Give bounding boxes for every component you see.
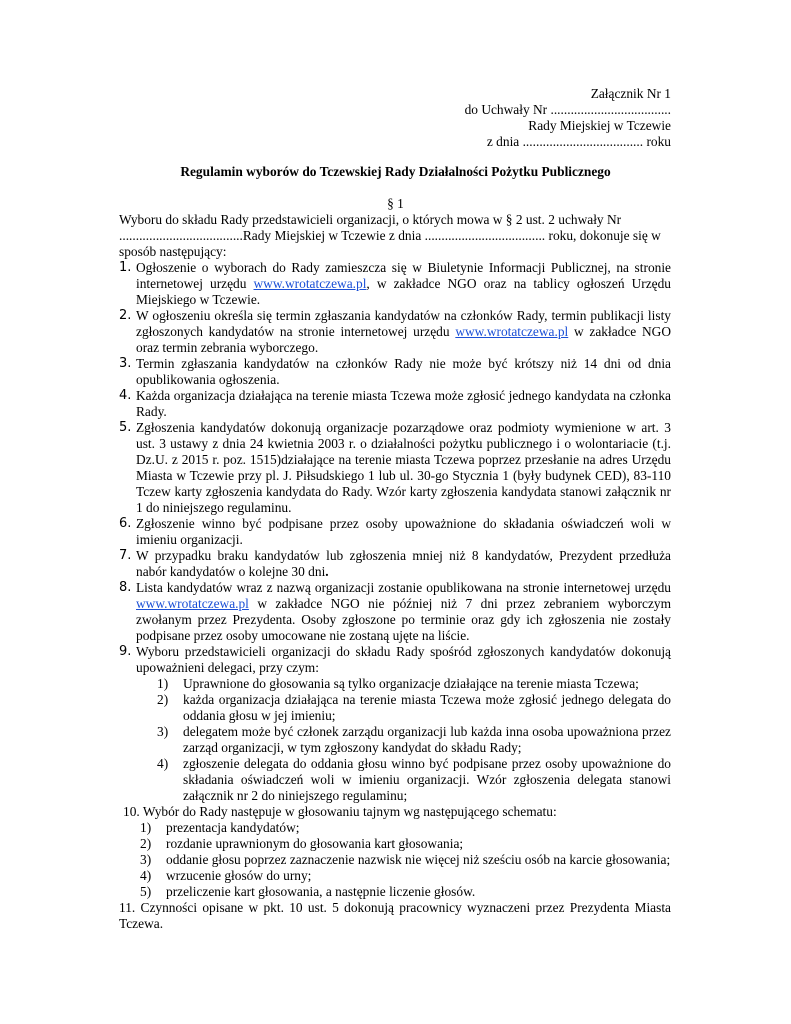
- sublist-item: [157, 756, 671, 804]
- resolution-number: do Uchwały Nr ....................................: [464, 102, 671, 117]
- closing-paragraph: 11. Czynności opisane w pkt. 10 ust. 5 dokonują pracownicy wyznaczeni przez Prezydenta Miasta Tczewa.: [119, 900, 671, 931]
- list-item: [119, 580, 671, 644]
- item-number: 6.: [119, 516, 132, 531]
- website-link[interactable]: www.wrotatczewa.pl: [455, 324, 569, 339]
- subitem-text: każda organizacja działająca na terenie miasta Tczewa może zgłosić jednego delegata do oddania głosu w jej imieniu;: [183, 692, 671, 723]
- item-number: 10.: [123, 804, 140, 819]
- list-item: [119, 260, 671, 308]
- item-text: Zgłoszenie winno być podpisane przez osoby upoważnione do składania oświadczeń woli w imieniu organizacji.: [136, 516, 671, 547]
- item-text: w zakładce NGO oraz termin zebrania wyborczego.: [136, 324, 671, 355]
- list-item: [119, 356, 671, 388]
- list-item: [119, 388, 671, 420]
- item-number: 3.: [119, 356, 132, 371]
- intro-line: sposób następujący:: [119, 244, 227, 259]
- sublist-item: [140, 820, 671, 836]
- item-number: 5.: [119, 420, 132, 435]
- item-text: , w zakładce NGO oraz na tablicy ogłoszeń Urzędu Miejskiego w Tczewie.: [136, 276, 671, 307]
- sublist-item: [157, 724, 671, 756]
- intro-line: .....................................Rady Miejskiej w Tczewie z dnia .................................... roku, dokonuje się w: [119, 228, 661, 243]
- list-item: [119, 308, 671, 356]
- website-link[interactable]: www.wrotatczewa.pl: [253, 276, 367, 291]
- rules-list: [119, 260, 671, 804]
- list-item: [119, 420, 671, 516]
- item-text: Wybór do Rady następuje w głosowaniu tajnym wg następującego schematu:: [142, 804, 557, 819]
- item-number: 1.: [119, 260, 132, 275]
- subitem-text: prezentacja kandydatów;: [166, 820, 300, 835]
- resolution-date: z dnia .................................... roku: [486, 134, 671, 149]
- subitem-text: rozdanie uprawnionym do głosowania kart głosowania;: [166, 836, 464, 851]
- delegates-sublist: [136, 676, 671, 804]
- council-name: Rady Miejskiej w Tczewie: [528, 118, 671, 133]
- sublist-item: [140, 884, 671, 900]
- item-number: 2.: [119, 308, 132, 323]
- voting-section: [119, 804, 671, 900]
- subitem-text: Uprawnione do głosowania są tylko organizacje działające na terenie miasta Tczewa;: [183, 676, 639, 691]
- subitem-number: 5): [140, 884, 152, 899]
- voting-sublist: [123, 820, 671, 900]
- subitem-text: delegatem może być członek zarządu organizacji lub każda inna osoba upoważniona przez zarząd organizacji, w tym zgłoszony kandydat do składu Rady;: [183, 724, 671, 755]
- intro-paragraph: [119, 212, 671, 260]
- subitem-number: 2): [157, 692, 169, 707]
- subitem-number: 1): [140, 820, 152, 835]
- bold-period: .: [325, 564, 329, 579]
- subitem-text: wrzucenie głosów do urny;: [166, 868, 312, 883]
- attachment-header: [465, 86, 671, 150]
- sublist-item: [140, 836, 671, 852]
- item-number: 7.: [119, 548, 132, 563]
- subitem-text: oddanie głosu poprzez zaznaczenie nazwisk nie więcej niż sześciu osób na karcie głosowania;: [166, 852, 671, 867]
- document-body: [119, 212, 671, 932]
- item-number: 9.: [119, 644, 132, 659]
- subitem-number: 1): [157, 676, 169, 691]
- subitem-text: przeliczenie kart głosowania, a następnie liczenie głosów.: [166, 884, 476, 899]
- subitem-number: 3): [157, 724, 169, 739]
- website-link[interactable]: www.wrotatczewa.pl: [136, 596, 249, 611]
- item-text: w zakładce NGO nie później niż 7 dni przez zebraniem wyborczym zwołanym przez Prezydenta. Osoby zgłoszone po terminie oraz gdy ich zgłoszenia nie zostały podpisane przez osoby umocowane nie zostaną ujęte na liście.: [136, 596, 671, 643]
- subitem-number: 4): [157, 756, 169, 771]
- sublist-item: [140, 868, 671, 884]
- list-item: [119, 516, 671, 548]
- item-text: Ogłoszenie o wyborach do Rady zamieszcza się w Biuletynie Informacji Publicznej, na stronie internetowej urzędu: [136, 260, 671, 291]
- list-item: [119, 644, 671, 804]
- subitem-number: 3): [140, 852, 152, 867]
- item-text: Każda organizacja działająca na terenie miasta Tczewa może zgłosić jednego kandydata na członka Rady.: [136, 388, 671, 419]
- attachment-number: Załącznik Nr 1: [590, 86, 671, 101]
- sublist-item: [157, 692, 671, 724]
- list-item: [119, 548, 671, 580]
- subitem-number: 4): [140, 868, 152, 883]
- item-text: Wyboru przedstawicieli organizacji do składu Rady spośród zgłoszonych kandydatów dokonują upoważnieni delegaci, przy czym:: [136, 644, 671, 675]
- item-text: W ogłoszeniu określa się termin zgłaszania kandydatów na członków Rady, termin publikacji listy zgłoszonych kandydatów na stronie internetowej urzędu: [136, 308, 671, 339]
- subitem-number: 2): [140, 836, 152, 851]
- item-text: Lista kandydatów wraz z nazwą organizacji zostanie opublikowana na stronie internetowej urzędu: [136, 580, 671, 595]
- sublist-item: [140, 852, 671, 868]
- intro-line: Wyboru do składu Rady przedstawicieli organizacji, o których mowa w § 2 ust. 2 uchwały Nr: [119, 212, 622, 227]
- subitem-text: zgłoszenie delegata do oddania głosu winno być podpisane przez osoby upoważnione do składania oświadczeń woli w imieniu organizacji. Wzór zgłoszenia delegata stanowi załącznik nr 2 do niniejszego regulaminu;: [183, 756, 671, 803]
- item-text: Termin zgłaszania kandydatów na członków Rady nie może być krótszy niż 14 dni od dnia opublikowania ogłoszenia.: [136, 356, 671, 387]
- item-number: 8.: [119, 580, 132, 595]
- item-text: Zgłoszenia kandydatów dokonują organizacje pozarządowe oraz podmioty wymienione w art. 3 ust. 3 ustawy z dnia 24 kwietnia 2003 r. o działalności pożytku publicznego i o wolontariacie (t.j. Dz.U. z 2015 r. poz. 1515)działające na terenie miasta Tczewa poprzez przesłanie na adres Urzędu Miasta w Tczewie przy pl. J. Piłsudskiego 1 lub ul. 30-go Stycznia 1 (były budynek CED), 83-110 Tczew karty zgłoszenia kandydata do Rady. Wzór karty zgłoszenia kandydata stanowi załącznik nr 1 do niniejszego regulaminu.: [136, 420, 671, 515]
- paragraph-sign: § 1: [387, 196, 404, 211]
- item-text: W przypadku braku kandydatów lub zgłoszenia mniej niż 8 kandydatów, Prezydent przedłuża nabór kandydatów o kolejne 30 dni: [136, 548, 671, 579]
- sublist-item: [157, 676, 671, 692]
- document-title: Regulamin wyborów do Tczewskiej Rady Działalności Pożytku Publicznego: [180, 164, 611, 179]
- item-number: 4.: [119, 388, 132, 403]
